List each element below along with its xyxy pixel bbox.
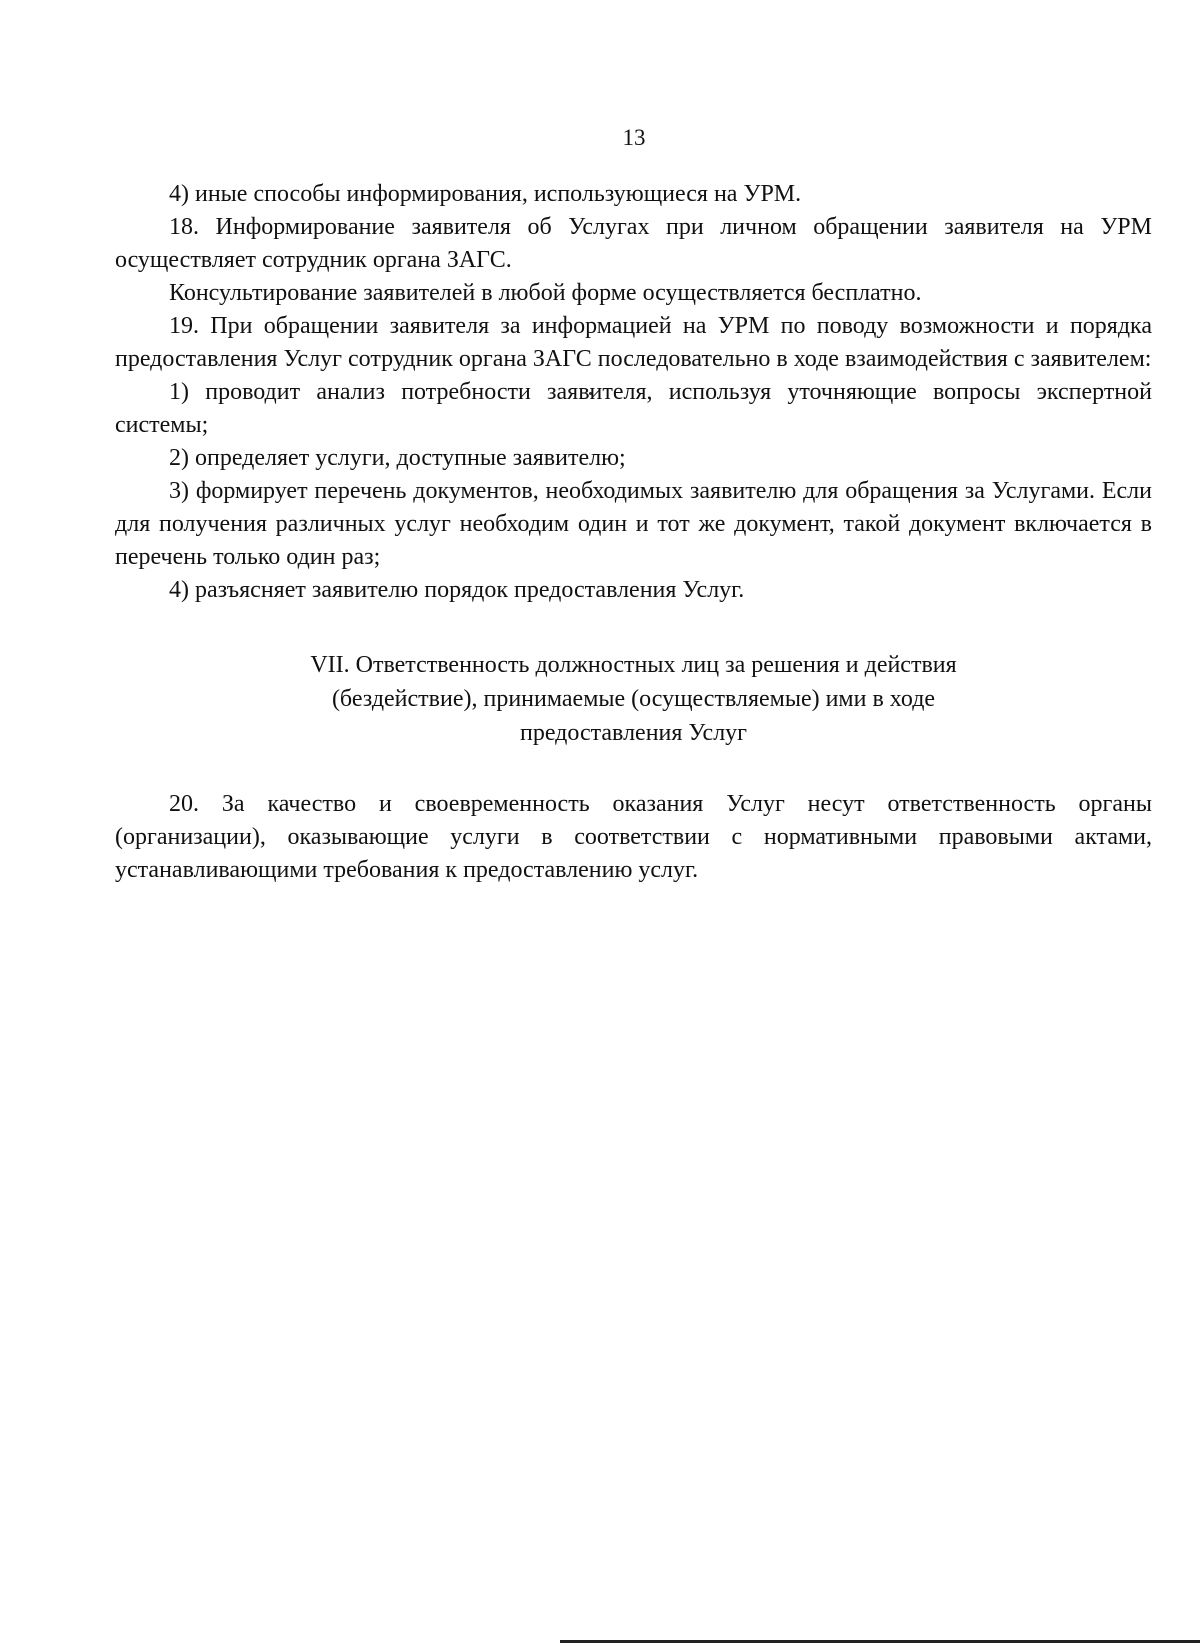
- paragraph-step-2-services: 2) определяет услуги, доступные заявителю;: [169, 445, 626, 471]
- paragraph-consulting-free: Консультирование заявителей в любой форме осуществляется бесплатно.: [169, 280, 922, 306]
- paragraph-step-4-explain: 4) разъясняет заявителю порядок предоставления Услуг.: [169, 577, 745, 603]
- paragraph-step-3-documents: 3) формирует перечень документов, необходимых заявителю для обращения за Услугами. Если для получения различных услуг необходим один и тот же документ, такой документ включается в перечень только один раз;: [115, 478, 1152, 570]
- section-heading-line-2: (бездействие), принимаемые (осуществляемые) ими в ходе: [331, 686, 936, 712]
- paragraph-20-responsibility: 20. За качество и своевременность оказания Услуг несут ответственность органы (организации), оказывающие услуги в соответствии с нормативными правовыми актами, устанавливающими требования к предоставлению услуг.: [115, 791, 1152, 883]
- section-heading-vii: [115, 648, 1152, 750]
- section-heading-line-3: предоставления Услуг: [519, 720, 748, 746]
- paragraph-step-1-analysis: 1) проводит анализ потребности заявителя, используя уточняющие вопросы экспертной системы;: [115, 379, 1152, 438]
- paragraph-19-request: 19. При обращении заявителя за информацией на УРМ по поводу возможности и порядка предоставления Услуг сотрудник органа ЗАГС последовательно в ходе взаимодействия с заявителем:: [115, 313, 1152, 372]
- page-number: 13: [622, 125, 646, 150]
- paragraph-item-4-other-methods: 4) иные способы информирования, использующиеся на УРМ.: [169, 181, 802, 207]
- section-heading-line-1: VII. Ответственность должностных лиц за решения и действия: [310, 652, 957, 678]
- document-body: [115, 178, 1152, 887]
- paragraph-18-informing: 18. Информирование заявителя об Услугах при личном обращении заявителя на УРМ осуществляет сотрудник органа ЗАГС.: [115, 214, 1152, 273]
